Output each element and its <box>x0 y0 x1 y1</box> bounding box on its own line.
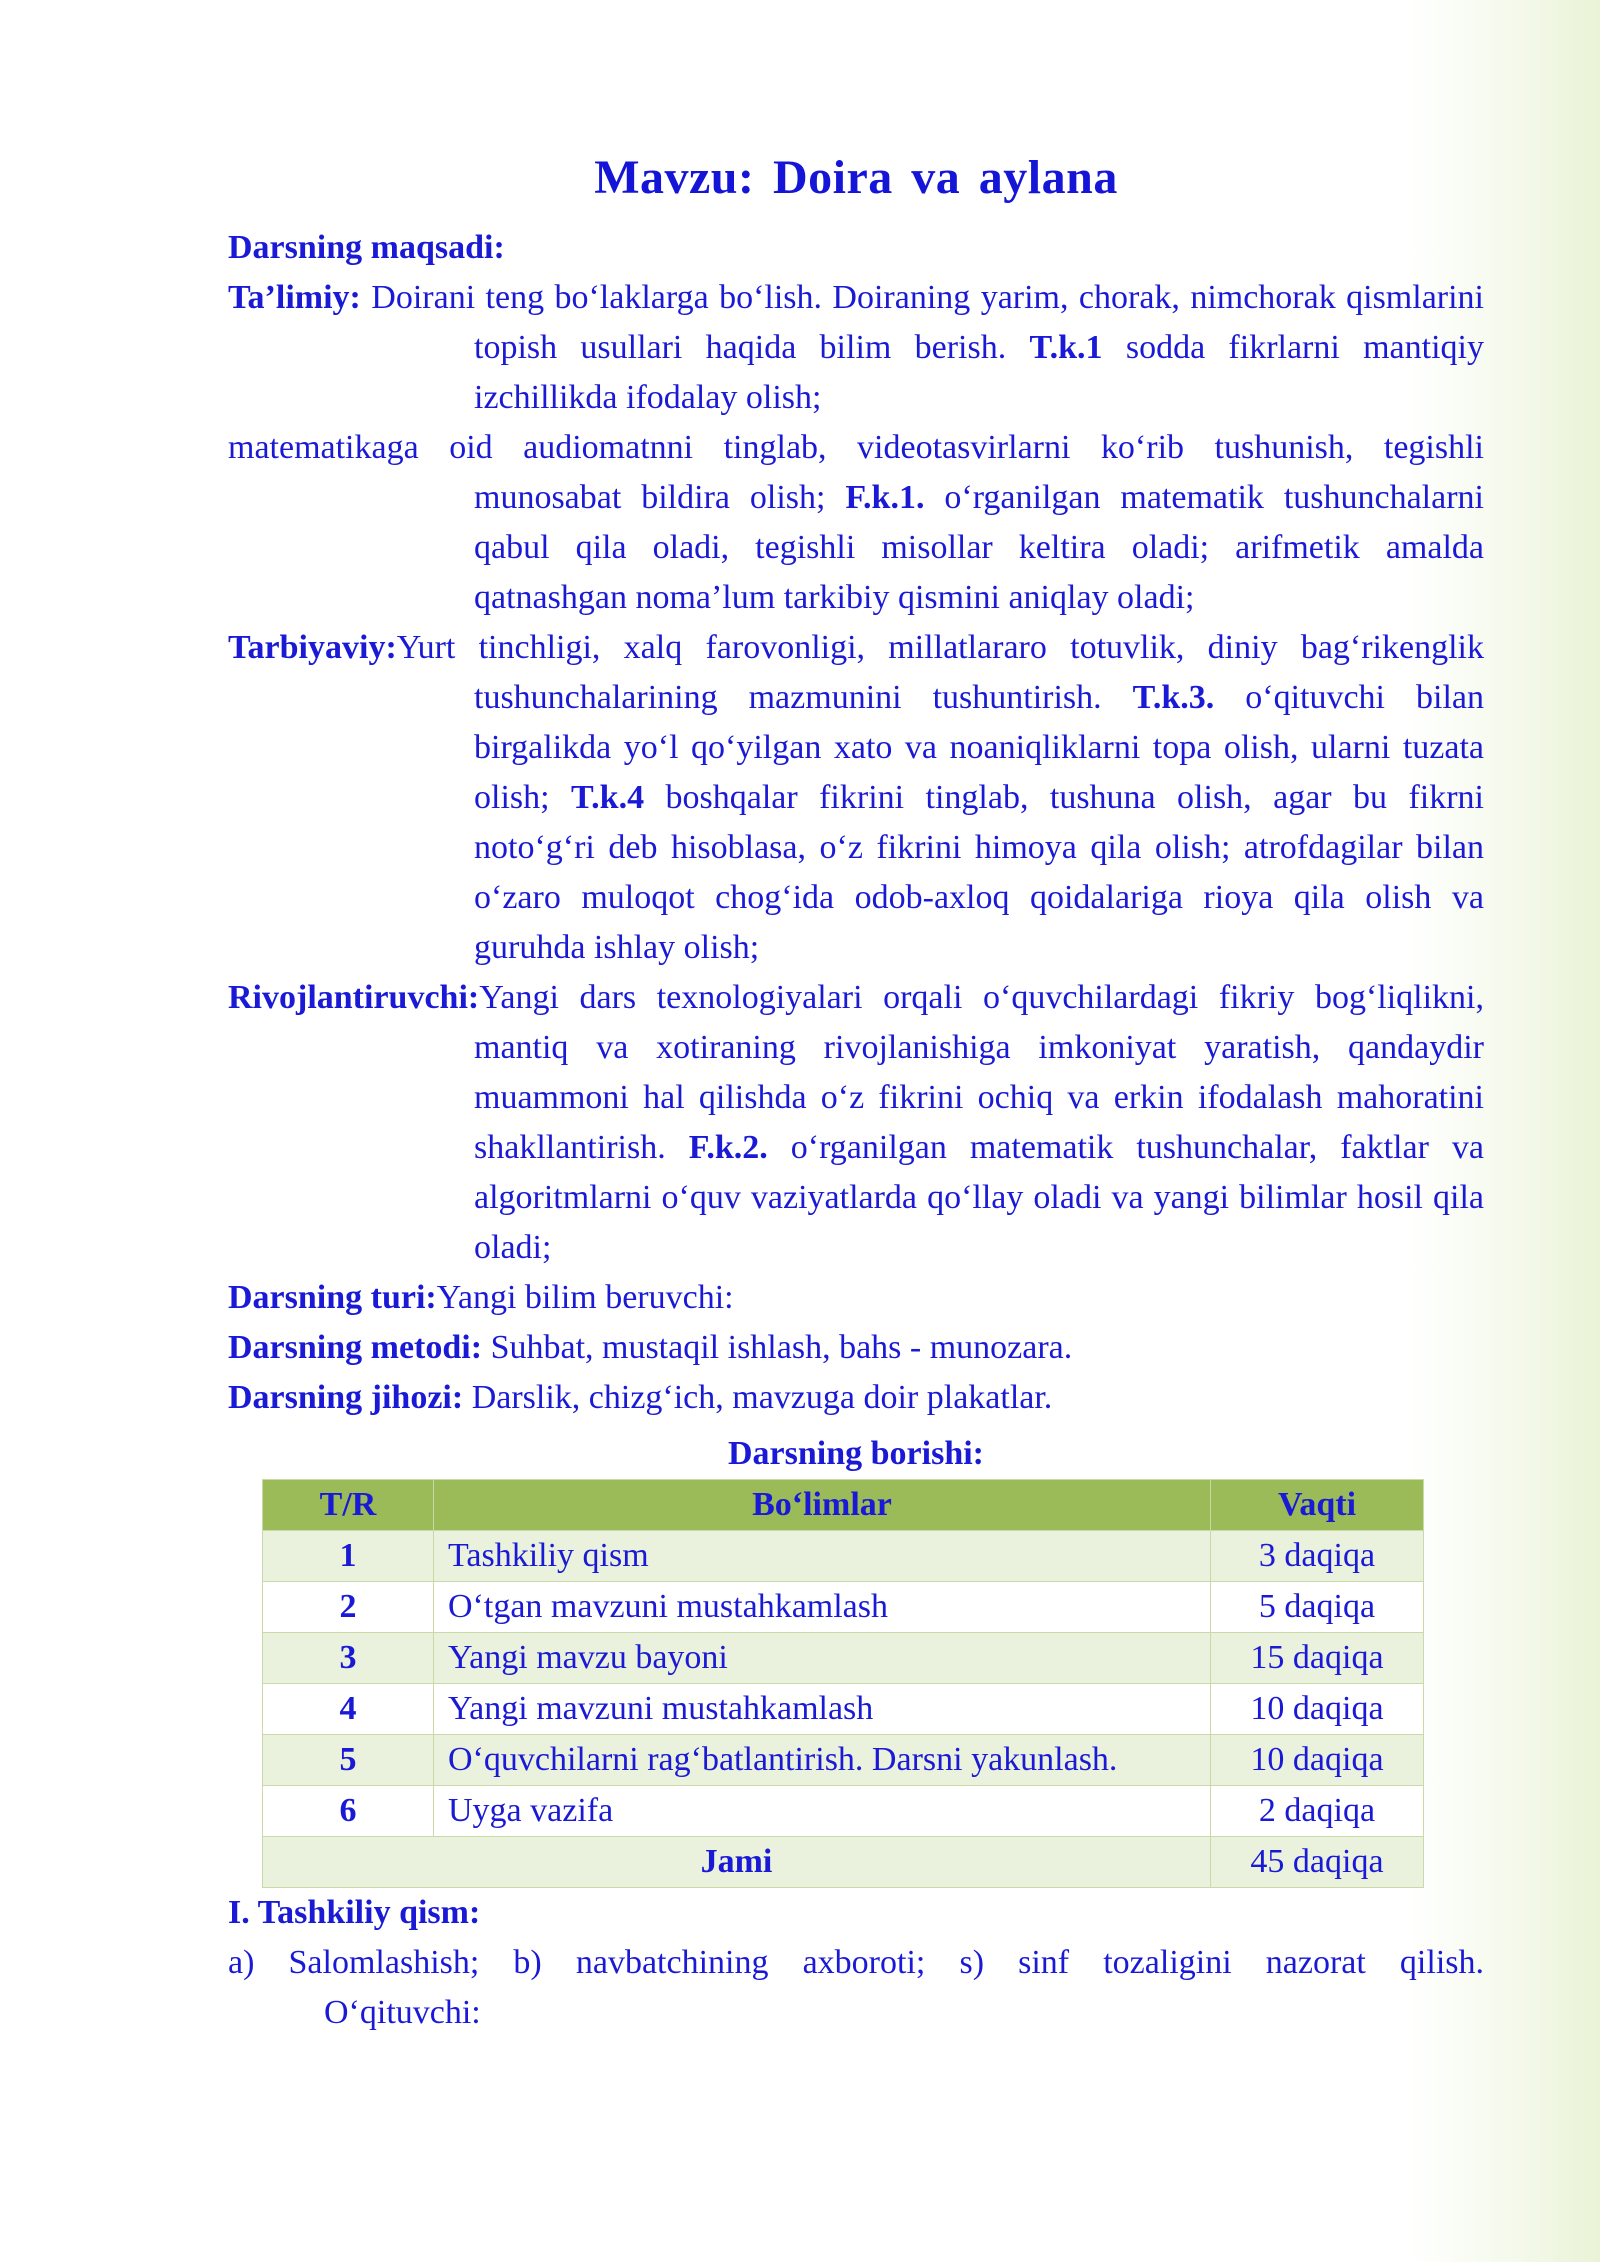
section-1-teacher: O‘qituvchi: <box>324 1994 481 2031</box>
table-header-row <box>263 1480 1424 1531</box>
row-time: 3 daqiqa <box>1211 1531 1424 1582</box>
talimiy-label: Ta’limiy: <box>228 279 361 316</box>
row-time: 2 daqiqa <box>1211 1786 1424 1837</box>
matematika-text-1: matematikaga oid audiomatnni tinglab, videotasvirlarni ko‘rib tushunish, tegishli munosabat bildira olish; <box>228 429 1484 516</box>
tk4-code: T.k.4 <box>571 779 645 816</box>
rivojlantiruvchi-paragraph <box>228 973 1484 1273</box>
table-row <box>263 1633 1424 1684</box>
row-number: 3 <box>263 1633 434 1684</box>
row-section: Yangi mavzu bayoni <box>434 1633 1211 1684</box>
table-total-row <box>263 1837 1424 1888</box>
row-section: Uyga vazifa <box>434 1786 1211 1837</box>
row-number: 2 <box>263 1582 434 1633</box>
rivojlantiruvchi-text-1: Yangi dars texnologiyalari orqali o‘quvchilardagi fikriy bog‘liqlikni, mantiq va xotiraning rivojlanishiga imkoniyat yaratish, qandaydir muammoni hal qilishda o‘z fikrini ochiq va erkin ifodalash mahoratini shakllantirish. <box>474 979 1484 1166</box>
table-row <box>263 1786 1424 1837</box>
col-header-number: T/R <box>263 1480 434 1531</box>
lesson-flow-table <box>262 1479 1424 1888</box>
row-section: Tashkiliy qism <box>434 1531 1211 1582</box>
total-value: 45 daqiqa <box>1211 1837 1424 1888</box>
lesson-equipment-label: Darsning jihozi: <box>228 1379 464 1416</box>
goal-heading: Darsning maqsadi: <box>228 229 505 266</box>
row-time: 10 daqiqa <box>1211 1684 1424 1735</box>
row-time: 10 daqiqa <box>1211 1735 1424 1786</box>
col-header-time: Vaqti <box>1211 1480 1424 1531</box>
total-label: Jami <box>263 1837 1211 1888</box>
tarbiyaviy-text-3: boshqalar fikrini tinglab, tushuna olish, agar bu fikrni noto‘g‘ri deb hisoblasa, o‘z fikrini himoya qila olish; atrofdagilar bilan o‘zaro muloqot chog‘ida odob-axloq qoidalariga rioya qila olish va guruhda ishlay olish; <box>474 779 1484 966</box>
row-time: 15 daqiqa <box>1211 1633 1424 1684</box>
row-section: O‘tgan mavzuni mustahkamlash <box>434 1582 1211 1633</box>
row-time: 5 daqiqa <box>1211 1582 1424 1633</box>
fk2-code: F.k.2. <box>688 1129 768 1166</box>
tarbiyaviy-paragraph <box>228 623 1484 973</box>
table-row <box>263 1735 1424 1786</box>
row-number: 1 <box>263 1531 434 1582</box>
lesson-method-label: Darsning metodi: <box>228 1329 483 1366</box>
section-1-heading: I. Tashkiliy qism: <box>228 1894 481 1931</box>
lesson-type-label: Darsning turi: <box>228 1279 437 1316</box>
talimiy-paragraph <box>228 273 1484 423</box>
matematika-paragraph <box>228 423 1484 623</box>
fk1-code: F.k.1. <box>845 479 925 516</box>
row-number: 4 <box>263 1684 434 1735</box>
tarbiyaviy-text-2: o‘qituvchi bilan birgalikda yo‘l qo‘yilgan xato va noaniqliklarni topa olish, ularni tuzata olish; <box>474 679 1484 816</box>
document-page <box>228 150 1484 2038</box>
lesson-type-value: Yangi bilim beruvchi: <box>436 1279 734 1316</box>
tarbiyaviy-label: Tarbiyaviy: <box>228 629 397 666</box>
page-title: Mavzu: Doira va aylana <box>594 151 1118 204</box>
lesson-equipment-value: Darslik, chizg‘ich, mavzuga doir plakatlar. <box>463 1379 1053 1416</box>
row-section: O‘quvchilarni rag‘batlantirish. Darsni yakunlash. <box>434 1735 1211 1786</box>
table-row <box>263 1684 1424 1735</box>
tk3-code: T.k.3. <box>1132 679 1215 716</box>
lesson-method-line <box>228 1323 1484 1373</box>
lesson-flow-heading: Darsning borishi: <box>728 1435 984 1472</box>
section-1-steps: a) Salomlashish; b) navbatchining axboroti; s) sinf tozaligini nazorat qilish. <box>228 1944 1484 1981</box>
rivojlantiruvchi-label: Rivojlantiruvchi: <box>228 979 480 1016</box>
row-number: 6 <box>263 1786 434 1837</box>
talimiy-text-2: sodda fikrlarni mantiqiy izchillikda ifodalay olish; <box>474 329 1484 416</box>
table-row <box>263 1582 1424 1633</box>
matematika-text-2: o‘rganilgan matematik tushunchalarni qabul qila oladi, tegishli misollar keltira oladi; arifmetik amalda qatnashgan noma’lum tarkibiy qismini aniqlay oladi; <box>474 479 1484 616</box>
rivojlantiruvchi-text-2: o‘rganilgan matematik tushunchalar, faktlar va algoritmlarni o‘quv vaziyatlarda qo‘llay oladi va yangi bilimlar hosil qila oladi; <box>474 1129 1485 1266</box>
tarbiyaviy-text-1: Yurt tinchligi, xalq farovonligi, millatlararo totuvlik, diniy bag‘rikenglik tushunchalarining mazmunini tushuntirish. <box>396 629 1484 716</box>
lesson-equipment-line <box>228 1373 1484 1423</box>
row-section: Yangi mavzuni mustahkamlash <box>434 1684 1211 1735</box>
talimiy-text-1: Doirani teng bo‘laklarga bo‘lish. Doiraning yarim, chorak, nimchorak qismlarini topish usullari haqida bilim berish. <box>360 279 1484 366</box>
col-header-sections: Bo‘limlar <box>434 1480 1211 1531</box>
lesson-method-value: Suhbat, mustaqil ishlash, bahs - munozara. <box>482 1329 1073 1366</box>
row-number: 5 <box>263 1735 434 1786</box>
table-row <box>263 1531 1424 1582</box>
tk1-code: T.k.1 <box>1029 329 1103 366</box>
lesson-type-line <box>228 1273 1484 1323</box>
